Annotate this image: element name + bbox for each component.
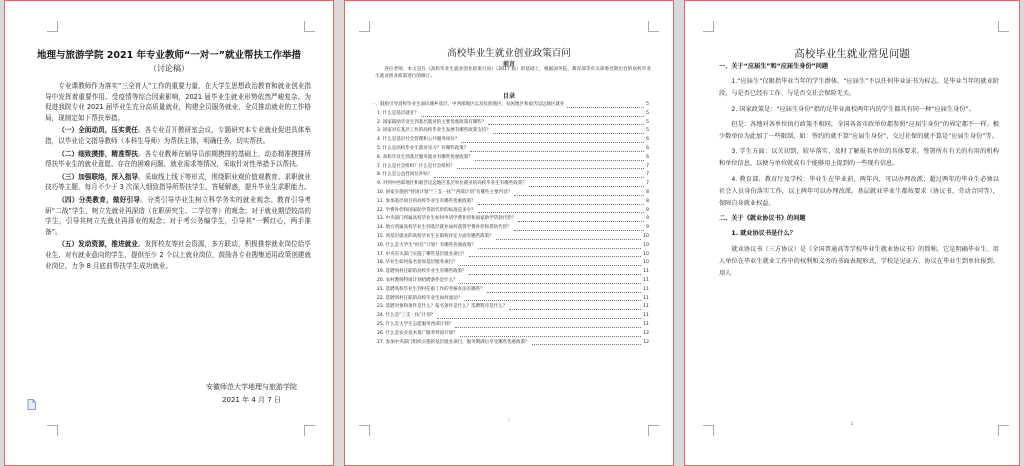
paragraph-text: 。各专业召开教研室会议，专题研究本专业就业促进具体举措，以毕业论文指导教师（本科生导师）为帮扶主体，明确任务，切实帮扶。: [45, 126, 312, 145]
toc-entry-page: 12: [643, 339, 649, 345]
page-number: 1: [850, 421, 854, 426]
paragraph: 1.“应届生”仅限指毕业当年的学生群体。“应届生”不以任何毕业证书为标志，是毕业当年的就业阶段，与是否已经有工作、与是否交社会保险无关。: [719, 78, 999, 98]
toc-entry-title: 10. 国家实施的“特岗计划”“三支一扶”“西部计划”有哪些主要内容？: [377, 189, 513, 195]
toc-entry-page: 6: [646, 137, 649, 143]
paragraph-lead: （一）全面动员，压实责任: [58, 126, 139, 135]
toc-entry-page: 11: [643, 295, 649, 301]
toc-leader-dots: [470, 151, 644, 152]
signature-block: [206, 381, 297, 407]
toc-entry[interactable]: [371, 207, 649, 216]
document-page-3: [684, 0, 1020, 466]
toc-entry-page: 11: [643, 313, 649, 319]
toc-leader-dots: [478, 204, 645, 205]
toc-entry-title: 17. 中央有关部门实施了哪些基层就业项目？: [377, 251, 467, 257]
toc-entry[interactable]: [371, 136, 649, 145]
toc-entry[interactable]: [371, 145, 649, 154]
page-subtitle: （讨论稿）: [149, 64, 189, 73]
toc-entry-page: 11: [643, 286, 649, 292]
margin-marker: [998, 425, 1009, 436]
toc-entry[interactable]: [371, 119, 649, 128]
document-page-1: [4, 0, 334, 466]
toc-entry-title: 7. 什么是社会组织？什么是社会组织？: [377, 163, 455, 169]
toc-entry-page: 5: [646, 128, 649, 134]
toc-leader-dots: [421, 116, 644, 117]
toc-entry-page: 7: [646, 163, 649, 169]
subsection-heading: 1. 就业协议书是什么？: [731, 230, 796, 238]
paragraph-lead: （四）分类教育，做好引导: [58, 195, 141, 204]
toc-leader-dots: [488, 124, 644, 125]
toc-entry-title: 23. 选聘对象和条件是什么？报名条件是什么？选聘程序是什么？: [377, 304, 508, 310]
toc-leader-dots: [567, 107, 645, 108]
page-title: 地理与旅游学院 2021 年专业教师“一对一”就业帮扶工作举措: [36, 50, 302, 61]
paragraph: [45, 125, 311, 146]
paragraph: [45, 172, 311, 193]
toc-heading: 目录: [502, 93, 515, 100]
toc-entry[interactable]: [371, 110, 649, 119]
toc-leader-dots: [496, 239, 642, 240]
toc-entry-title: 25. 什么是大学生志愿服务西部计划？: [377, 321, 454, 327]
toc-entry[interactable]: [371, 242, 649, 251]
section-heading: 二、关于《就业协议书》的问题: [719, 215, 806, 223]
toc-entry-page: 10: [643, 251, 649, 257]
signature-date: 2021 年 4 月 7 日: [222, 396, 281, 404]
toc-entry[interactable]: [371, 277, 649, 286]
paragraph: [45, 81, 311, 123]
toc-entry-page: 6: [646, 145, 649, 151]
margin-marker: [703, 21, 714, 32]
foreword-text: 各位老师，本文是在《高校毕业生就业创业政策百问》（2017 版）的基础上，根据国务院、教育部等有关部委近期出台的高校毕业生就业创业政策进行的修订。: [375, 67, 651, 79]
toc-entry[interactable]: [371, 286, 649, 295]
toc-entry-title: 19. 选聘到村任职的高校毕业生有哪些政策？: [377, 269, 467, 275]
paragraph-text: 。分类引导毕业生树立科学务实的就业观念。教育引导考研“二战”学生，树立先就业再深造（在职研究生、二学位等）的观念；对于就业期望较高的学生，引导其树立先就业再择业的观念；对于考公务编学生，引导其“一颗红心，两手准备”。: [45, 195, 312, 236]
margin-marker: [998, 21, 1009, 32]
paragraph: 3. 学生方面：以关切到、较早落实，及时了解报名单位的具体要求。签署所有有关的有用的机构和单位信息，以便与单位就成有个能够用上提到的一些现有信息。: [719, 148, 999, 168]
toc-entry-page: 11: [643, 277, 649, 283]
document-icon[interactable]: [27, 399, 36, 410]
toc-entry-page: 9: [646, 207, 649, 213]
toc-entry[interactable]: [371, 127, 649, 136]
toc-leader-dots: [460, 265, 642, 266]
paragraph-text: 专业课教师作为落实“三全育人”工作的重要力量，在大学生思想政治教育和就业创业指导中发挥着重要作用。受疫情等综合因素影响，2021 届毕业生就业形势依然严峻复杂。为促进我院专业 2021 届毕业生充分高质量就业，构建全员服务就业，全员推动就业的工作格局，现制定如下帮扶举措。: [45, 82, 311, 122]
table-of-contents: [371, 101, 649, 347]
paragraph-text: 。各专业教师在辅导员前期摸排的基础上，动态精准摸排所帮扶毕业生的就业意愿、存在的困难问题、就业需求等情况，采取针对性举措予以帮扶。: [45, 149, 312, 169]
paragraph: [45, 195, 311, 237]
toc-entry-title: 5. 什么是高校毕业生就业见习？有哪些政策？: [377, 145, 469, 151]
toc-leader-dots: [434, 177, 644, 178]
toc-leader-dots: [469, 274, 642, 275]
toc-entry[interactable]: [371, 330, 649, 339]
paragraph-lead: （三）加强联络，深入指导: [58, 172, 139, 181]
toc-entry[interactable]: [371, 224, 649, 233]
toc-entry-page: 10: [643, 260, 649, 266]
page-title: 高校毕业生就业创业政策百问: [447, 48, 571, 59]
toc-entry-page: 5: [646, 110, 649, 116]
toc-entry-title: 一、鼓励引导高校毕业生面向城乡基层、中西部地区以及民族地区、贫困地区和艰苦边远地区就业: [371, 102, 565, 107]
paragraph-lead: （五）发动资源，推进就业: [58, 240, 139, 249]
toc-entry-title: 26. 什么是农业技术推广服务特岗计划？: [377, 330, 458, 336]
margin-marker: [47, 21, 58, 32]
toc-entry-page: 12: [643, 330, 649, 336]
toc-leader-dots: [460, 283, 642, 284]
margin-marker: [359, 425, 370, 436]
toc-entry[interactable]: [371, 312, 649, 321]
toc-entry[interactable]: [371, 198, 649, 207]
paragraph: 2. 国家政策是：“应届生身份”指的是毕业离校两年内的学生都具有同一种“应届生身份”。: [731, 105, 975, 113]
toc-entry-title: 6. 高校毕业生到基层服务就业有哪些优惠政策？: [377, 154, 473, 160]
toc-entry-title: 2. 国家鼓励毕业生到基层就业的主要优惠政策有哪些？: [377, 119, 487, 125]
toc-entry-page: 10: [643, 242, 649, 248]
toc-entry-title: 21. 选聘高校毕业生到村任职工作的考核办法有哪些？: [377, 286, 485, 292]
toc-entry-title: 20. 农村教师特岗计划招聘条件是什么？: [377, 277, 458, 283]
toc-leader-dots: [461, 142, 644, 143]
toc-leader-dots: [457, 168, 644, 169]
toc-entry-title: 4. 什么是基层社会管理和公共服务岗位？: [377, 137, 460, 143]
margin-marker: [47, 425, 58, 436]
page-body: [719, 61, 999, 283]
toc-entry-page: 9: [646, 225, 649, 231]
paragraph: 4. 教育部、教育厅及学校：毕业生在毕业前、两年内，可以办理改派；超过两年的毕业生必须以社会人员身份落实工作，以上两年可以办理改派。基层就业毕业生都按要求（协议书、劳动合同等），保障自身就业权益。: [719, 175, 999, 208]
paragraph: 就业协议书（三方协议）是《全国普通高等学校毕业生就业协议书》的简称，它是明确毕业生、用人单位在毕业生就业工作中的权利和义务的书面表现形式，学校是见证方。协议在毕业生到单位报到、用人: [719, 245, 999, 278]
toc-leader-dots: [475, 160, 644, 161]
paragraph: [45, 239, 311, 271]
toc-entry-page: 5: [646, 102, 649, 107]
toc-entry-title: 15. 到基层就业的高校毕业生在职称评定方面有哪些政策？: [377, 233, 494, 239]
toc-entry-title: 27. 参加中央部门组织实施的基层就业项目，服务期满后享受哪些优惠政策？: [377, 339, 530, 345]
toc-entry-page: 11: [643, 321, 649, 327]
document-page-2: [344, 0, 674, 466]
toc-entry[interactable]: [371, 233, 649, 242]
paragraph-lead: （二）细致摸排，精准帮扶: [58, 149, 139, 158]
toc-leader-dots: [437, 318, 641, 319]
toc-leader-dots: [532, 344, 642, 345]
toc-leader-dots: [509, 309, 641, 310]
page-number: i: [508, 417, 510, 422]
toc-leader-dots: [514, 230, 645, 231]
margin-marker: [648, 21, 659, 32]
toc-leader-dots: [460, 336, 642, 337]
toc-entry[interactable]: [371, 251, 649, 260]
toc-entry[interactable]: [371, 259, 649, 268]
page-title: 高校毕业生就业常见问题: [794, 48, 910, 60]
toc-leader-dots: [464, 300, 641, 301]
toc-entry-title: 22. 选聘到村任职的高校毕业生如何流动？: [377, 295, 463, 301]
toc-entry-page: 11: [643, 269, 649, 275]
toc-entry-title: 8. 什么是公益性岗位补贴？: [377, 172, 433, 178]
paragraph: 但是：各地对各单位执行政策不相同，全国各省市政单位都参照“应届生身份”的界定都不一样。极少数单位为此加了一些限制，如：签约的就不算“应届生身份”，交过社保的就不算是“应届生身份”等。: [719, 120, 999, 141]
toc-entry[interactable]: [371, 321, 649, 330]
toc-entry-title: 1. 什么是基层就业？: [377, 110, 419, 116]
toc-entry-page: 7: [646, 181, 649, 187]
toc-entry[interactable]: [371, 268, 649, 277]
toc-entry[interactable]: [371, 215, 649, 224]
toc-entry-title: 16. 什么是大学生“村官”计划？有哪些优惠政策？: [377, 242, 476, 248]
toc-leader-dots: [514, 195, 644, 196]
toc-entry[interactable]: [371, 154, 649, 163]
toc-entry[interactable]: [371, 339, 649, 348]
paragraph-text: 。采取线上线下等形式，围绕职业观价值观教育、求职就业技巧等主题，每月不少于 3 次深入细致指导所帮扶学生，答疑解惑，提升毕业生求职能力。: [45, 172, 312, 192]
toc-entry-page: 9: [646, 216, 649, 222]
toc-entry-title: 13. 中央部门所属高校毕业生如何申请学费补偿和国家助学贷款代偿？: [377, 216, 517, 222]
toc-entry-page: 8: [646, 198, 649, 204]
toc-leader-dots: [455, 327, 641, 328]
paragraph: [45, 149, 311, 170]
toc-leader-dots: [478, 248, 642, 249]
toc-entry-page: 7: [646, 172, 649, 178]
toc-entry-title: 9. 对到中西部地区和艰苦边远地区基层单位就业的高校毕业生有哪些政策？: [377, 181, 527, 187]
toc-leader-dots: [518, 221, 644, 222]
toc-entry-title: 24. 什么是“三支一扶”计划？: [377, 313, 436, 319]
signature-organization: 安徽师范大学地理与旅游学院: [206, 383, 297, 391]
margin-marker: [304, 425, 315, 436]
toc-entry[interactable]: [371, 171, 649, 180]
section-heading: 一、关于“应届生”和“应届生身份”问题: [719, 63, 829, 70]
toc-entry-page: 11: [643, 304, 649, 310]
toc-entry[interactable]: [371, 163, 649, 172]
toc-entry-title: 11. 参加基层项目的高校毕业生有哪些优惠政策？: [377, 198, 476, 204]
margin-marker: [648, 425, 659, 436]
toc-entry-title: 18. 毕业生如何报名参加基层服务项目？: [377, 260, 458, 266]
toc-leader-dots: [529, 186, 644, 187]
toc-entry-page: 5: [646, 119, 649, 125]
toc-entry[interactable]: [371, 180, 649, 189]
toc-entry[interactable]: [371, 101, 649, 110]
toc-entry-title: 3. 国家对在基层工作的高校毕业生发展有哪些政策支持？: [377, 128, 491, 134]
toc-entry-title: 14. 地方所属高校毕业生到基层就业如何获得学费补偿和贷款代偿？: [377, 225, 512, 231]
toc-entry-page: 10: [643, 233, 649, 239]
margin-marker: [703, 425, 714, 436]
paragraph-text: 。发挥校友等社会资源，多方联动，积极推荐就业岗位给毕业生，对有就业意向的学生，提供至少 2 个以上就业岗位，鼓励各专业搜集适用政策创建就业岗位，力争 8 月底前帮扶学生成功就业。: [45, 240, 312, 270]
toc-entry[interactable]: [371, 295, 649, 304]
toc-entry-title: 12. 学费补偿和国家助学贷款代偿的标准是多少？: [377, 207, 476, 213]
toc-entry[interactable]: [371, 189, 649, 198]
toc-entry[interactable]: [371, 303, 649, 312]
toc-leader-dots: [493, 133, 644, 134]
toc-entry-page: 8: [646, 189, 649, 195]
page-body: [45, 81, 311, 273]
margin-marker: [304, 21, 315, 32]
toc-entry-page: 6: [646, 154, 649, 160]
margin-marker: [359, 21, 370, 32]
toc-leader-dots: [487, 292, 642, 293]
foreword-heading: 前言: [502, 61, 515, 68]
toc-leader-dots: [469, 256, 642, 257]
toc-leader-dots: [478, 212, 645, 213]
